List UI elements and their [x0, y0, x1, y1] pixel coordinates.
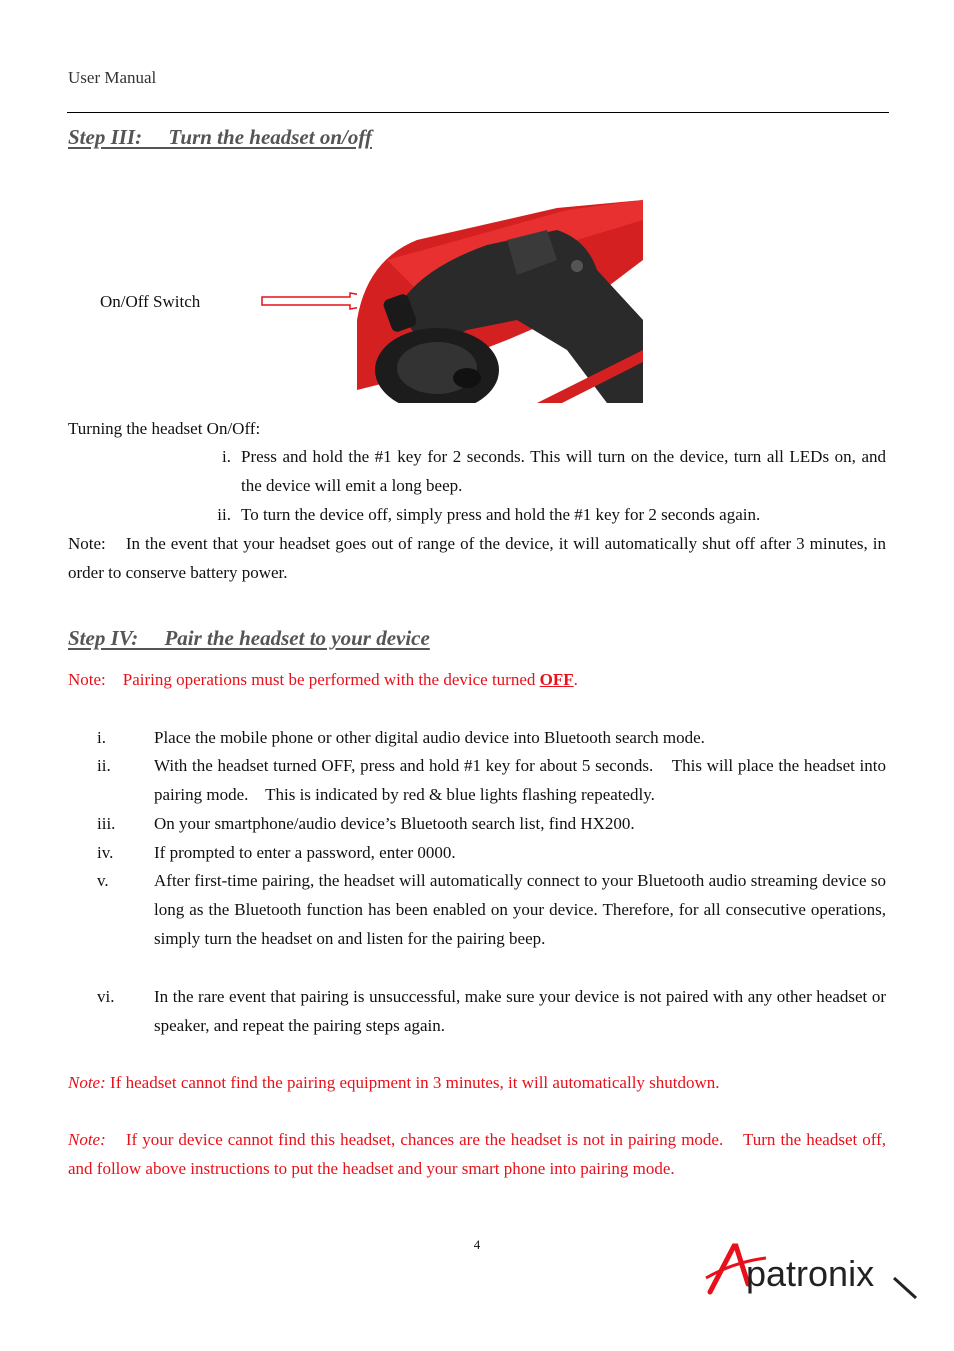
- list-item: Press and hold the #1 key for 2 seconds. This will turn on the device, turn all LEDs on, and the device will emit a long beep.: [241, 447, 886, 495]
- list-marker: i.: [222, 447, 231, 466]
- svg-text:patronix: patronix: [746, 1253, 875, 1294]
- list-item: If prompted to enter a password, enter 0000.: [154, 843, 456, 862]
- list-marker: vi.: [97, 987, 115, 1006]
- off-emphasis: OFF: [539, 670, 574, 689]
- onoff-switch-label: On/Off Switch: [100, 292, 201, 311]
- list-item: Place the mobile phone or other digital audio device into Bluetooth search mode.: [154, 728, 705, 747]
- shutdown-note-text: If headset cannot find the pairing equipment in 3 minutes, it will automatically shutdown.: [105, 1073, 720, 1092]
- pairing-note: [68, 665, 578, 694]
- list-marker: iv.: [97, 843, 114, 862]
- list-item: With the headset turned OFF, press and hold #1 key for about 5 seconds. This will place the headset into pairing mode. This is indicated by red & blue lights flashing repeatedly.: [154, 756, 891, 804]
- shutdown-note-label: Note:: [68, 1073, 106, 1092]
- turning-intro: Turning the headset On/Off:: [68, 419, 261, 438]
- list-marker: ii.: [217, 505, 231, 524]
- step3-heading: Step III: Turn the headset on/off: [68, 125, 372, 149]
- apatronix-logo-icon: [704, 1232, 920, 1304]
- page-number: 4: [473, 1237, 481, 1252]
- pairing-mode-note: [68, 1125, 891, 1183]
- pairing-mode-note-label: Note:: [68, 1130, 106, 1149]
- running-header: User Manual: [68, 68, 157, 87]
- list-item: In the rare event that pairing is unsuccessful, make sure your device is not paired with any other headset or speaker, and repeat the pairing steps again.: [154, 987, 886, 1035]
- list-item: To turn the device off, simply press and hold the #1 key for 2 seconds again.: [241, 505, 761, 524]
- list-item: On your smartphone/audio device’s Bluetooth search list, find HX200.: [154, 814, 635, 833]
- pairing-mode-note-text: If your device cannot find this headset, chances are the headset is not in pairing mode. Turn the headset off, and follow above instructions to put the headset and your smart phone into pairing mode.: [68, 1130, 891, 1178]
- list-marker: i.: [97, 728, 106, 747]
- pairing-note-text: Note: Pairing operations must be performed with the device turned: [68, 670, 540, 689]
- list-marker: iii.: [97, 814, 116, 833]
- pairing-note-end: .: [573, 670, 578, 689]
- list-item: After first-time pairing, the headset will automatically connect to your Bluetooth audio streaming device so long as the Bluetooth function has been enabled on your device. Therefore, for all consecutive operations, simply turn the headset on and listen for the pairing beep.: [154, 871, 886, 948]
- list-marker: ii.: [97, 756, 111, 775]
- headset-photo: [357, 200, 643, 403]
- range-note: Note: In the event that your headset goes out of range of the device, it will automatically shut off after 3 minutes, in order to conserve battery power.: [68, 534, 891, 582]
- shutdown-note: [68, 1068, 720, 1097]
- step4-heading: Step IV: Pair the headset to your device: [68, 626, 430, 650]
- header-divider: [67, 112, 889, 113]
- list-marker: v.: [97, 871, 109, 890]
